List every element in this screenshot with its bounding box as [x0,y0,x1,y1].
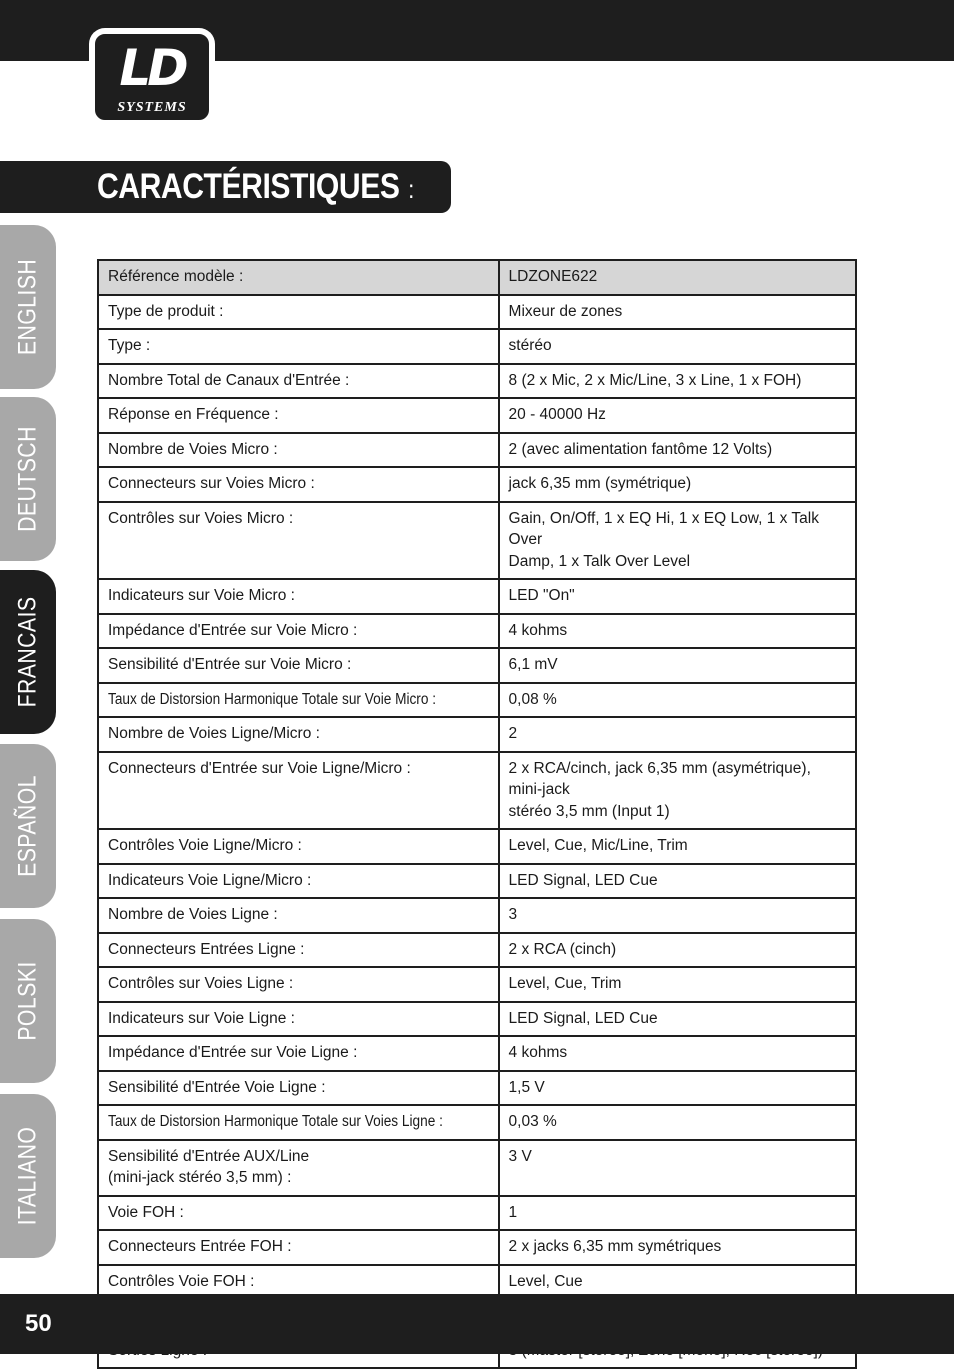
spec-label: Contrôles sur Voies Ligne : [98,967,499,1002]
tab-label: ITALIANO [13,1126,42,1226]
tab-english[interactable] [0,225,56,389]
spec-value: 3 [499,898,856,933]
spec-label: Sensibilité d'Entrée AUX/Line (mini-jack stéréo 3,5 mm) : [98,1140,499,1196]
table-row [98,898,856,933]
spec-label: Type de produit : [98,295,499,330]
spec-label: Nombre de Voies Ligne : [98,898,499,933]
page-title: CARACTÉRISTIQUES : [97,167,414,206]
spec-value: 2 x RCA (cinch) [499,933,856,968]
spec-label: Nombre Total de Canaux d'Entrée : [98,364,499,399]
table-row [98,467,856,502]
spec-label: Contrôles sur Voies Micro : [98,502,499,580]
logo-subtitle: SYSTEMS [117,100,187,115]
spec-label: Contrôles Voie Ligne/Micro : [98,829,499,864]
table-row [98,398,856,433]
table-row [98,829,856,864]
table-row [98,933,856,968]
table-row [98,648,856,683]
spec-value: Level, Cue, Mic/Line, Trim [499,829,856,864]
spec-value: LED Signal, LED Cue [499,864,856,899]
spec-value: LED Signal, LED Cue [499,1002,856,1037]
tab-label: FRANCAIS [13,596,42,708]
logo-mark: LD [119,39,185,97]
spec-label: Indicateurs sur Voie Ligne : [98,1002,499,1037]
spec-value: jack 6,35 mm (symétrique) [499,467,856,502]
spec-label: Impédance d'Entrée sur Voie Micro : [98,614,499,649]
spec-value: 2 x jacks 6,35 mm symétriques [499,1230,856,1265]
tab-deutsch[interactable] [0,397,56,561]
table-row [98,752,856,830]
spec-label: Type : [98,329,499,364]
table-row [98,1230,856,1265]
spec-value: Level, Cue [499,1265,856,1300]
spec-label: Connecteurs sur Voies Micro : [98,467,499,502]
page-number: 50 [25,1310,52,1337]
tab-francais[interactable] [0,570,56,734]
table-row [98,1071,856,1106]
spec-value: 0,03 % [499,1105,856,1140]
spec-label: Taux de Distorsion Harmonique Totale sur Voies Ligne : [98,1105,499,1140]
spec-value: 1 [499,1196,856,1231]
spec-value: 3 V [499,1140,856,1196]
tab-label: ENGLISH [13,258,42,356]
spec-label: Impédance d'Entrée sur Voie Ligne : [98,1036,499,1071]
spec-value: Mixeur de zones [499,295,856,330]
spec-value: 1,5 V [499,1071,856,1106]
table-row [98,433,856,468]
spec-label: Sensibilité d'Entrée sur Voie Micro : [98,648,499,683]
table-row [98,967,856,1002]
spec-label: Connecteurs Entrée FOH : [98,1230,499,1265]
spec-value: 2 (avec alimentation fantôme 12 Volts) [499,433,856,468]
table-row [98,683,856,718]
tab-label: POLSKI [13,961,42,1041]
spec-label: Taux de Distorsion Harmonique Totale sur Voie Micro : [98,683,499,718]
spec-value: LDZONE622 [499,260,856,295]
spec-value: 2 x RCA/cinch, jack 6,35 mm (asymétrique), mini-jack stéréo 3,5 mm (Input 1) [499,752,856,830]
table-row [98,717,856,752]
spec-label: Référence modèle : [98,260,499,295]
tab-español[interactable] [0,744,56,908]
spec-value: 2 [499,717,856,752]
ld-systems-logo [89,28,215,126]
table-row [98,502,856,580]
table-row [98,329,856,364]
spec-label: Indicateurs Voie Ligne/Micro : [98,864,499,899]
table-row [98,260,856,295]
table-row [98,1105,856,1140]
tab-italiano[interactable] [0,1094,56,1258]
spec-value: stéréo [499,329,856,364]
spec-label: Nombre de Voies Micro : [98,433,499,468]
spec-label: Sensibilité d'Entrée Voie Ligne : [98,1071,499,1106]
table-row [98,864,856,899]
spec-value: Gain, On/Off, 1 x EQ Hi, 1 x EQ Low, 1 x Talk Over Damp, 1 x Talk Over Level [499,502,856,580]
specifications-table [97,259,857,1369]
spec-label: Connecteurs Entrées Ligne : [98,933,499,968]
table-row [98,1196,856,1231]
table-row [98,1036,856,1071]
spec-label: Réponse en Fréquence : [98,398,499,433]
spec-value: LED "On" [499,579,856,614]
table-row [98,364,856,399]
table-row [98,295,856,330]
spec-value: 0,08 % [499,683,856,718]
spec-label: Voie FOH : [98,1196,499,1231]
bottom-bar [0,1294,954,1354]
table-row [98,1002,856,1037]
spec-label: Indicateurs sur Voie Micro : [98,579,499,614]
tab-label: ESPAÑOL [13,775,42,877]
table-row [98,579,856,614]
spec-label: Connecteurs d'Entrée sur Voie Ligne/Micro : [98,752,499,830]
table-row [98,614,856,649]
tab-label: DEUTSCH [13,426,42,532]
tab-polski[interactable] [0,919,56,1083]
spec-value: 8 (2 x Mic, 2 x Mic/Line, 3 x Line, 1 x FOH) [499,364,856,399]
table-row [98,1140,856,1196]
spec-value: 20 - 40000 Hz [499,398,856,433]
spec-value: 4 kohms [499,614,856,649]
spec-value: 6,1 mV [499,648,856,683]
spec-value: 4 kohms [499,1036,856,1071]
spec-value: Level, Cue, Trim [499,967,856,1002]
spec-label: Contrôles Voie FOH : [98,1265,499,1300]
spec-label: Nombre de Voies Ligne/Micro : [98,717,499,752]
